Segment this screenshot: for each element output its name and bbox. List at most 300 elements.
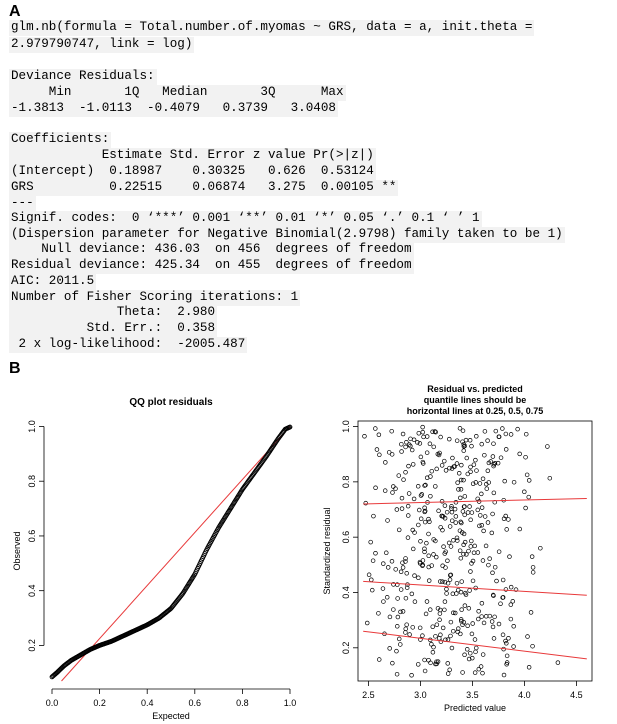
res-point <box>450 510 454 514</box>
res-point <box>427 532 431 536</box>
res-point <box>373 427 377 431</box>
code-line: Number of Fisher Scoring iterations: 1 <box>11 290 299 304</box>
res-y-tick-label: 0.8 <box>341 475 351 489</box>
res-point <box>399 610 403 614</box>
res-point <box>522 490 526 494</box>
res-point <box>418 442 422 446</box>
res-point <box>423 658 427 662</box>
res-point <box>406 514 410 518</box>
res-point <box>431 650 435 654</box>
res-point <box>411 547 415 551</box>
res-point <box>481 477 485 481</box>
res-point <box>397 474 401 478</box>
res-point <box>384 551 388 555</box>
res-point <box>484 544 488 548</box>
res-point <box>481 559 485 563</box>
res-point <box>451 629 455 633</box>
res-point <box>470 444 474 448</box>
res-point <box>432 445 436 449</box>
res-point <box>390 452 394 456</box>
res-point <box>388 615 392 619</box>
res-quantile-line <box>363 581 587 595</box>
res-point <box>500 427 504 431</box>
qq-x-tick-label: 1.0 <box>283 698 297 708</box>
res-point <box>411 462 415 466</box>
res-y-label: Standardized residual <box>322 507 332 595</box>
res-point <box>376 611 380 615</box>
res-point <box>518 527 522 531</box>
res-x-tick-label: 4.0 <box>518 690 531 700</box>
res-point <box>405 623 409 627</box>
res-point <box>423 669 427 673</box>
res-point <box>466 624 470 628</box>
res-point <box>386 565 390 569</box>
qq-x-tick-label: 0.2 <box>93 698 106 708</box>
res-point <box>399 442 403 446</box>
res-point <box>524 506 528 510</box>
res-point <box>501 633 505 637</box>
res-point <box>463 653 467 657</box>
res-point <box>473 671 477 675</box>
res-point <box>394 567 398 571</box>
res-point <box>394 487 398 491</box>
res-point <box>441 626 445 630</box>
code-line: Coefficients: <box>11 132 110 146</box>
qq-plot <box>8 383 308 723</box>
res-point <box>421 559 425 563</box>
res-point <box>483 429 487 433</box>
res-point <box>446 672 450 676</box>
res-point <box>381 562 385 566</box>
res-point <box>435 623 439 627</box>
res-point <box>427 554 431 558</box>
res-point <box>512 480 516 484</box>
res-point <box>406 504 410 508</box>
res-point <box>399 588 403 592</box>
res-point <box>476 508 480 512</box>
res-point <box>445 592 449 596</box>
code-line: (Intercept) 0.18987 0.30325 0.626 0.53124 <box>11 164 374 178</box>
res-point <box>369 540 373 544</box>
res-point <box>470 511 474 515</box>
res-point <box>509 433 513 437</box>
res-point <box>449 620 453 624</box>
res-point <box>459 520 463 524</box>
res-point <box>492 637 496 641</box>
res-point <box>468 589 472 593</box>
res-point <box>427 579 431 583</box>
res-point <box>469 518 473 522</box>
res-point <box>463 494 467 498</box>
res-point <box>428 608 432 612</box>
res-point <box>556 661 560 665</box>
res-point <box>480 442 484 446</box>
res-point <box>416 576 420 580</box>
res-point <box>491 512 495 516</box>
res-point <box>413 600 417 604</box>
res-point <box>464 552 468 556</box>
res-point <box>485 487 489 491</box>
qq-y-tick-label: 1.0 <box>27 420 37 433</box>
res-point <box>494 429 498 433</box>
res-point <box>402 478 406 482</box>
res-x-tick-label: 2.5 <box>362 690 375 700</box>
res-point <box>390 559 394 563</box>
res-point <box>450 519 454 523</box>
res-point <box>486 439 490 443</box>
res-point <box>372 514 376 518</box>
res-point <box>516 427 520 431</box>
qq-y-label: Observed <box>12 531 22 571</box>
res-point <box>428 494 432 498</box>
res-point <box>531 565 535 569</box>
res-point <box>505 528 509 532</box>
res-point <box>505 654 509 658</box>
res-point <box>459 556 463 560</box>
res-point <box>460 580 464 584</box>
res-point <box>385 595 389 599</box>
res-point <box>467 606 471 610</box>
res-x-tick-label: 3.0 <box>414 690 427 700</box>
res-point <box>433 484 437 488</box>
qq-reference-line <box>62 426 290 681</box>
res-plot-subtitle: quantile lines should be <box>423 395 527 405</box>
res-point <box>449 634 453 638</box>
res-point <box>445 587 449 591</box>
res-point <box>400 450 404 454</box>
res-point <box>545 445 549 449</box>
res-point <box>437 636 441 640</box>
res-point <box>401 566 405 570</box>
res-point <box>400 507 404 511</box>
res-point <box>419 517 423 521</box>
res-point <box>410 448 414 452</box>
res-point <box>365 621 369 625</box>
res-point <box>451 456 455 460</box>
res-point <box>390 661 394 665</box>
res-point <box>471 622 475 626</box>
res-point <box>377 453 381 457</box>
res-point <box>405 571 409 575</box>
res-point <box>456 481 460 485</box>
res-point <box>410 592 414 596</box>
res-point <box>441 564 445 568</box>
res-point <box>473 638 477 642</box>
res-point <box>415 441 419 445</box>
res-point <box>427 658 431 662</box>
res-point <box>477 609 481 613</box>
res-y-tick-label: 0.4 <box>341 586 351 599</box>
panel-a-label: A <box>9 3 21 20</box>
res-point <box>404 445 408 449</box>
res-point <box>386 519 390 523</box>
res-point <box>503 479 507 483</box>
res-point <box>497 550 501 554</box>
res-point <box>375 448 379 452</box>
res-point <box>446 661 450 665</box>
res-point <box>391 608 395 612</box>
res-point <box>504 432 508 436</box>
res-point <box>499 456 503 460</box>
res-point <box>463 604 467 608</box>
res-point <box>438 612 442 616</box>
res-point <box>374 551 378 555</box>
res-point <box>468 438 472 442</box>
res-point <box>451 538 455 542</box>
code-line: Null deviance: 436.03 on 456 degrees of freedom <box>11 242 412 256</box>
res-point <box>430 469 434 473</box>
res-plot-subtitle: horizontal lines at 0.25, 0.5, 0.75 <box>406 406 544 416</box>
res-point <box>457 487 461 491</box>
res-point <box>524 432 528 436</box>
res-point <box>374 486 378 490</box>
res-point <box>486 563 490 567</box>
res-point <box>391 491 395 495</box>
code-line: 2 x log-likelihood: -2005.487 <box>11 337 246 351</box>
res-point <box>406 536 410 540</box>
res-point <box>469 545 473 549</box>
res-point <box>491 455 495 459</box>
res-point <box>398 643 402 647</box>
code-line: 2.979790747, link = log) <box>11 37 193 51</box>
code-line: Std. Err.: 0.358 <box>11 321 216 335</box>
res-point <box>412 438 416 442</box>
res-point <box>506 518 510 522</box>
res-point <box>502 673 506 677</box>
res-point <box>395 508 399 512</box>
res-point <box>396 597 400 601</box>
res-point <box>447 437 451 441</box>
res-point <box>509 603 513 607</box>
qq-x-tick-label: 0.8 <box>236 698 249 708</box>
res-point <box>455 439 459 443</box>
res-point <box>527 665 531 669</box>
res-point <box>371 559 375 563</box>
res-point <box>420 492 424 496</box>
res-point <box>423 520 427 524</box>
res-point <box>450 646 454 650</box>
res-point <box>442 545 446 549</box>
res-point <box>493 565 497 569</box>
res-point <box>391 485 395 489</box>
res-point <box>525 473 529 477</box>
res-point <box>419 455 423 459</box>
res-point <box>468 505 472 509</box>
res-point <box>442 608 446 612</box>
code-line: Signif. codes: 0 ‘***’ 0.001 ‘**’ 0.01 ‘*’ 0.05 ‘.’ 0.1 ‘ ’ 1 <box>11 211 480 225</box>
res-point <box>472 463 476 467</box>
res-y-tick-label: 1.0 <box>341 420 351 433</box>
res-point <box>434 555 438 559</box>
res-point <box>425 600 429 604</box>
res-point <box>474 434 478 438</box>
res-point <box>524 455 528 459</box>
res-point <box>482 453 486 457</box>
res-point <box>470 632 474 636</box>
res-point <box>504 447 508 451</box>
res-point <box>526 635 530 639</box>
res-point <box>477 667 481 671</box>
res-point <box>476 551 480 555</box>
code-line: Deviance Residuals: <box>11 69 155 83</box>
panel-b-label: B <box>9 360 21 377</box>
res-point <box>459 463 463 467</box>
res-point <box>444 468 448 472</box>
res-point <box>399 570 403 574</box>
res-x-tick-label: 4.5 <box>570 690 583 700</box>
res-point <box>490 620 494 624</box>
res-point <box>512 624 516 628</box>
res-x-label: Predicted value <box>443 703 507 713</box>
qq-plot-title: QQ plot residuals <box>129 397 213 408</box>
res-point <box>466 472 470 476</box>
res-point <box>454 514 458 518</box>
res-point <box>404 627 408 631</box>
res-point <box>428 442 432 446</box>
res-point <box>443 504 447 508</box>
res-point <box>400 496 404 500</box>
res-point <box>416 523 420 527</box>
res-point <box>480 601 484 605</box>
res-point <box>455 539 459 543</box>
res-point <box>468 651 472 655</box>
qq-y-tick-label: 0.6 <box>27 529 37 543</box>
res-point <box>447 541 451 545</box>
res-point <box>478 482 482 486</box>
res-point <box>481 653 485 657</box>
res-y-tick-label: 0.6 <box>341 530 351 544</box>
res-point <box>408 633 412 637</box>
res-point <box>440 499 444 503</box>
res-point <box>383 489 387 493</box>
res-point <box>445 559 449 563</box>
res-point <box>464 438 468 442</box>
res-point <box>424 612 428 616</box>
res-point <box>442 459 446 463</box>
res-point <box>404 470 408 474</box>
res-point <box>421 430 425 434</box>
res-point <box>504 639 508 643</box>
res-point <box>474 650 478 654</box>
res-point <box>454 521 458 525</box>
res-point <box>488 614 492 618</box>
res-point <box>450 504 454 508</box>
res-point <box>484 614 488 618</box>
res-point <box>471 579 475 583</box>
res-point <box>481 671 485 675</box>
res-point <box>474 646 478 650</box>
res-point <box>431 625 435 629</box>
res-point <box>491 571 495 575</box>
res-point <box>454 500 458 504</box>
res-point <box>492 442 496 446</box>
res-point <box>478 524 482 528</box>
res-point <box>480 506 484 510</box>
res-point <box>449 545 453 549</box>
res-point <box>395 649 399 653</box>
res-point <box>448 525 452 529</box>
res-point <box>367 573 371 577</box>
code-line: --- <box>11 196 34 210</box>
res-point <box>448 578 452 582</box>
res-y-tick-label: 0.2 <box>341 641 351 655</box>
res-point <box>363 434 367 438</box>
res-quantile-line <box>363 631 587 659</box>
res-point <box>437 509 441 513</box>
res-point <box>458 632 462 636</box>
res-point <box>512 645 516 649</box>
res-point <box>425 451 429 455</box>
res-point <box>383 461 387 465</box>
code-line: Theta: 2.980 <box>11 305 216 319</box>
res-point <box>419 539 423 543</box>
res-point <box>427 520 431 524</box>
res-point <box>416 484 420 488</box>
res-point <box>435 467 439 471</box>
res-point <box>527 478 531 482</box>
res-point <box>421 425 425 429</box>
qq-x-tick-label: 0.6 <box>188 698 202 708</box>
res-point <box>397 637 401 641</box>
code-line: Min 1Q Median 3Q Max <box>11 85 344 99</box>
code-line: -1.3813 -1.0113 -0.4079 0.3739 3.0408 <box>11 101 336 115</box>
res-point <box>491 625 495 629</box>
res-point <box>425 476 429 480</box>
res-point <box>461 671 465 675</box>
res-point <box>478 513 482 517</box>
res-point <box>422 435 426 439</box>
res-point <box>527 495 531 499</box>
qq-x-label: Expected <box>152 711 190 721</box>
qq-y-tick-label: 0.2 <box>27 639 37 652</box>
res-point <box>456 588 460 592</box>
res-x-tick-label: 3.5 <box>466 690 479 700</box>
res-point <box>409 437 413 441</box>
res-point <box>486 469 490 473</box>
res-point <box>465 647 469 651</box>
res-point <box>407 464 411 468</box>
code-line: Residual deviance: 425.34 on 455 degrees of freedom <box>11 258 412 272</box>
res-point <box>509 617 513 621</box>
res-point <box>427 517 431 521</box>
res-point <box>458 426 462 430</box>
res-point <box>455 581 459 585</box>
res-point <box>424 541 428 545</box>
res-point <box>473 544 477 548</box>
res-point <box>483 515 487 519</box>
res-point <box>388 646 392 650</box>
res-point <box>434 634 438 638</box>
res-point <box>479 492 483 496</box>
res-point <box>404 631 408 635</box>
res-point <box>493 615 497 619</box>
res-point <box>460 608 464 612</box>
res-point <box>439 435 443 439</box>
res-point <box>382 600 386 604</box>
qq-y-tick-label: 0.4 <box>27 584 37 597</box>
res-point <box>411 625 415 629</box>
res-point <box>538 546 542 550</box>
res-point <box>397 528 401 532</box>
res-point <box>458 549 462 553</box>
res-quantile-line <box>363 498 587 504</box>
res-point <box>377 433 381 437</box>
res-point <box>364 501 368 505</box>
res-point <box>469 539 473 543</box>
res-point <box>488 557 492 561</box>
res-point <box>438 618 442 622</box>
code-line: AIC: 2011.5 <box>11 274 95 288</box>
